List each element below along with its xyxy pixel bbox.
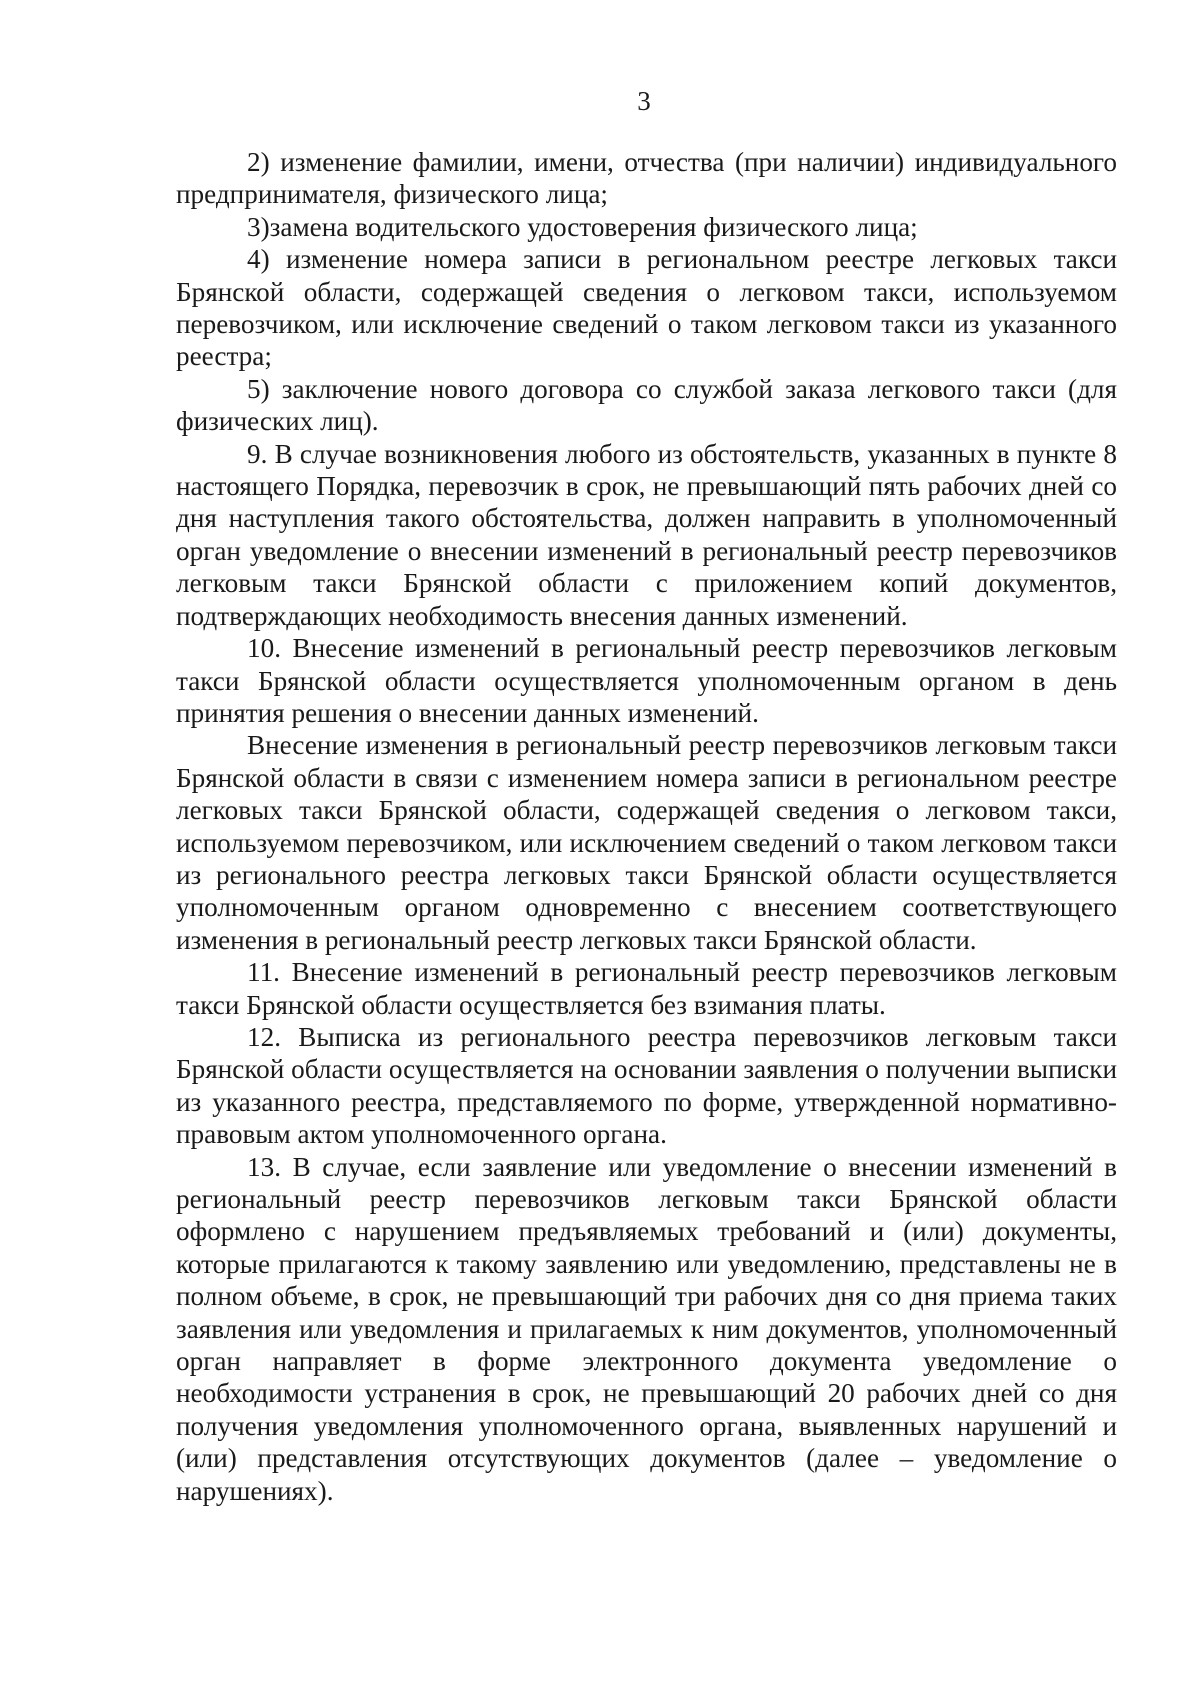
paragraph-item-2: 2) изменение фамилии, имени, отчества (при наличии) индивидуального предпринимателя, физического лица; — [176, 147, 1117, 210]
paragraph-section-11: 11. Внесение изменений в региональный реестр перевозчиков легковым такси Брянской области осуществляется без взимания платы. — [176, 957, 1117, 1020]
paragraph-item-4: 4) изменение номера записи в региональном реестре легковых такси Брянской области, содержащей сведения о легковом такси, используемом перевозчиком, или исключение сведений о таком легковом такси из указанного реестра; — [176, 244, 1117, 372]
page-number: 3 — [637, 86, 651, 116]
paragraph-section-9: 9. В случае возникновения любого из обстоятельств, указанных в пункте 8 настоящего Порядка, перевозчик в срок, не превышающий пять рабочих дней со дня наступления такого обстоятельства, должен направить в уполномоченный орган уведомление о внесении изменений в региональный реестр перевозчиков легковым такси Брянской области с приложением копий документов, подтверждающих необходимость внесения данных изменений. — [176, 438, 1117, 631]
paragraph-section-12: 12. Выписка из регионального реестра перевозчиков легковым такси Брянской области осуществляется на основании заявления о получении выписки из указанного реестра, представляемого по форме, утвержденной нормативно-правовым актом уполномоченного органа. — [176, 1021, 1117, 1150]
document-body — [176, 146, 1117, 1507]
paragraph-item-3: 3)замена водительского удостоверения физического лица; — [247, 211, 918, 242]
paragraph-item-5: 5) заключение нового договора со службой заказа легкового такси (для физических лиц). — [176, 373, 1117, 437]
paragraph-section-10: 10. Внесение изменений в региональный реестр перевозчиков легковым такси Брянской области осуществляется уполномоченным органом в день принятия решения о внесении данных изменений. — [176, 633, 1117, 728]
paragraph-section-10-continued: Внесение изменения в региональный реестр перевозчиков легковым такси Брянской области в связи с изменением номера записи в региональном реестре легковых такси Брянской области, содержащей сведения о легковом такси, используемом перевозчиком, или исключением сведений о таком легковом такси из регионального реестра легковых такси Брянской области осуществляется уполномоченным органом одновременно с внесением соответствующего изменения в региональный реестр легковых такси Брянской области. — [176, 730, 1117, 955]
paragraph-section-13: 13. В случае, если заявление или уведомление о внесении изменений в региональный реестр перевозчиков легковым такси Брянской области оформлено с нарушением предъявляемых требований и (или) документы, которые прилагаются к такому заявлению или уведомлению, представлены не в полном объеме, в срок, не превышающий три рабочих дня со дня приема таких заявления или уведомления и прилагаемых к ним документов, уполномоченный орган направляет в форме электронного документа уведомление о необходимости устранения в срок, не превышающий 20 рабочих дней со дня получения уведомления уполномоченного органа, выявленных нарушений и (или) представления отсутствующих документов (далее – уведомление о нарушениях). — [176, 1151, 1117, 1506]
